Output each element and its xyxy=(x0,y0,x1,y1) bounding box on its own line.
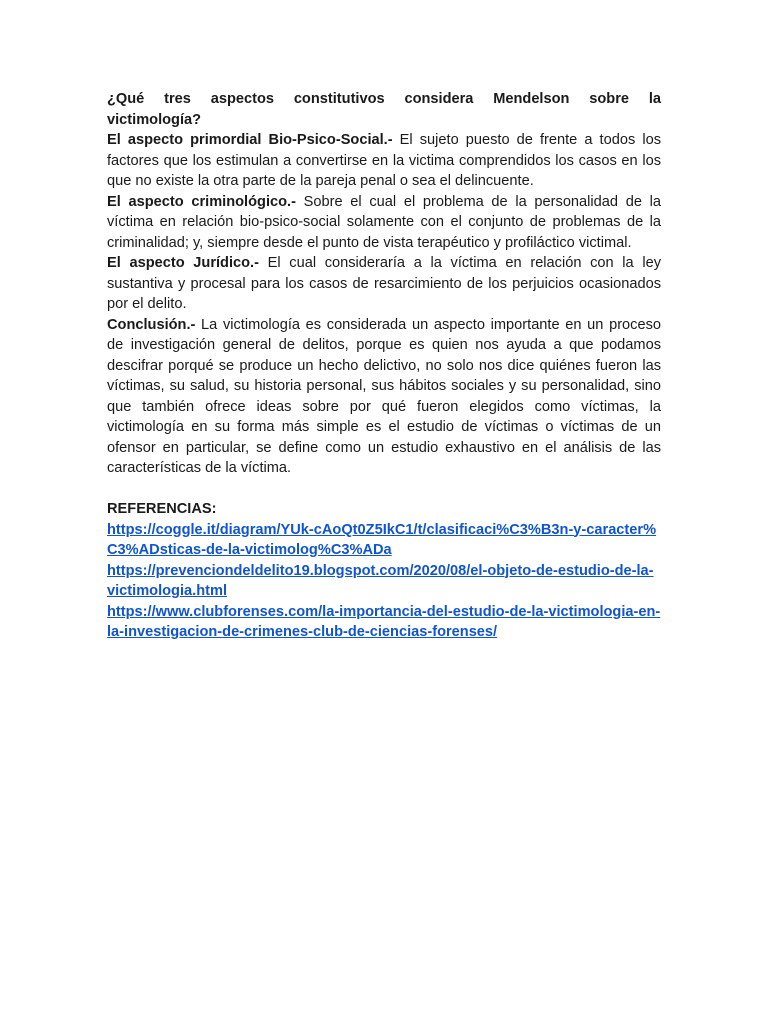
section-body: El cual consideraría a la víctima en relación con la ley sustantiva y procesal para los casos de resarcimiento de los perjuicios ocasionados por el delito. xyxy=(107,255,661,312)
section-heading: El aspecto criminológico.- xyxy=(107,193,296,210)
section-heading: El aspecto primordial Bio-Psico-Social.- xyxy=(107,132,393,148)
blank-line xyxy=(107,479,661,500)
reference-link-blogspot[interactable]: https://prevenciondeldelito19.blogspot.com/2020/08/el-objeto-de-estudio-de-la-victimologia.html xyxy=(107,562,654,599)
section-conclusion xyxy=(107,315,661,479)
section-body: La victimología es considerada un aspecto importante en un proceso de investigación general de delitos, porque es quien nos ayuda a que podamos descifrar porqué se produce un hecho delictivo, no solo nos dice quiénes fueron las víctimas, su salud, su historia personal, sus hábitos sociales y su personalidad, sino que también ofrece ideas sobre por qué fueron elegidos como víctimas, la victimología en su forma más simple es el estudio de víctimas o víctimas de un ofensor en particular, se define como un estudio exhaustivo en el análisis de las características de la víctima. xyxy=(107,316,661,476)
section-body: Sobre el cual el problema de la personalidad de la víctima en relación bio-psico-social solamente con el conjunto de problemas de la criminalidad; y, siempre desde el punto de vista terapéutico y profiláctico victimal. xyxy=(107,193,661,251)
section-juridico xyxy=(107,253,661,315)
reference-link-clubforenses[interactable]: https://www.clubforenses.com/la-importancia-del-estudio-de-la-victimologia-en-la-investigacion-de-crimenes-club-de-ciencias-forenses/ xyxy=(107,603,661,640)
document-page xyxy=(107,89,661,643)
reference-link-coggle[interactable]: https://coggle.it/diagram/YUk-cAoQt0Z5IkC1/t/clasificaci%C3%B3n-y-caracter%C3%ADsticas-de-la-victimolog%C3%ADa xyxy=(107,521,657,558)
section-criminologico xyxy=(107,192,661,254)
section-body: El sujeto puesto de frente a todos los factores que los estimulan a convertirse en la victima comprendidos los casos en los que no existe la otra parte de la pareja penal o sea el delincuente. xyxy=(107,132,661,189)
question-line-2: victimología? xyxy=(107,111,202,128)
section-heading: El aspecto Jurídico.- xyxy=(107,255,259,271)
section-heading: Conclusión.- xyxy=(107,316,196,333)
question-line-1: ¿Qué tres aspectos constitutivos considera Mendelson sobre la xyxy=(107,91,661,107)
section-bio-psico-social xyxy=(107,130,661,192)
references-title: REFERENCIAS: xyxy=(107,501,217,517)
question-heading xyxy=(107,89,661,130)
